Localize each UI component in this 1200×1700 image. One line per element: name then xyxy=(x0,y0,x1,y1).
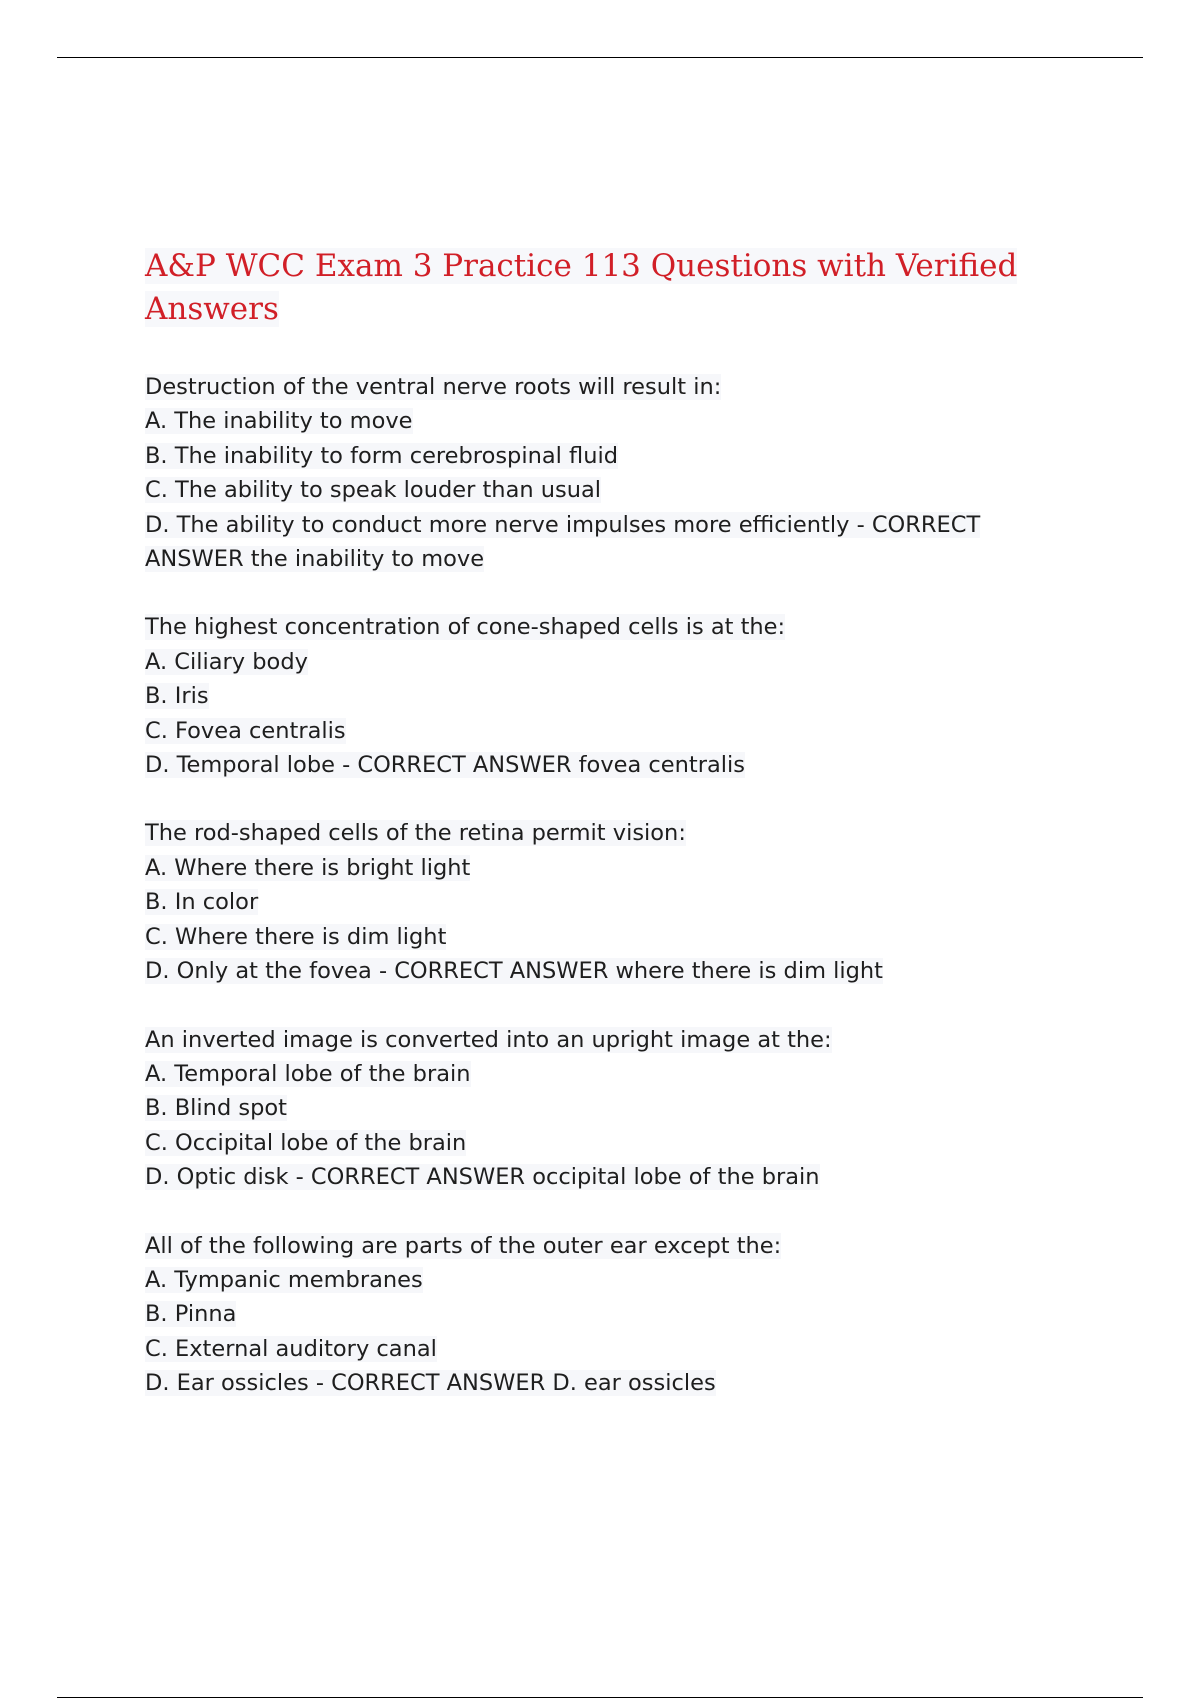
title-line-2: Answers xyxy=(145,291,279,327)
option-b: B. Pinna xyxy=(145,1301,237,1328)
question-block-4 xyxy=(145,1023,1045,1195)
option-b: B. In color xyxy=(145,889,259,916)
bottom-rule xyxy=(57,1697,1143,1698)
question-text: The highest concentration of cone-shaped cells is at the: xyxy=(145,614,786,641)
option-a: A. Tympanic membranes xyxy=(145,1266,423,1293)
question-text: The rod-shaped cells of the retina permit vision: xyxy=(145,820,686,847)
title-line-1: A&P WCC Exam 3 Practice 113 Questions with Verified xyxy=(145,248,1018,284)
question-block-5 xyxy=(145,1229,1045,1401)
option-c: C. The ability to speak louder than usual xyxy=(145,477,602,504)
option-c: C. External auditory canal xyxy=(145,1335,437,1362)
option-c: C. Fovea centralis xyxy=(145,717,346,744)
option-a: A. Temporal lobe of the brain xyxy=(145,1060,471,1087)
option-a: A. Ciliary body xyxy=(145,648,308,675)
option-b: B. Blind spot xyxy=(145,1095,287,1122)
option-b: B. Iris xyxy=(145,683,209,710)
option-d-with-answer: D. Optic disk - CORRECT ANSWER occipital lobe of the brain xyxy=(145,1164,820,1191)
option-c: C. Where there is dim light xyxy=(145,923,447,950)
option-a: A. The inability to move xyxy=(145,408,413,435)
question-block-1 xyxy=(145,370,1045,576)
question-text: All of the following are parts of the outer ear except the: xyxy=(145,1232,782,1259)
option-d-with-answer: D. Ear ossicles - CORRECT ANSWER D. ear ossicles xyxy=(145,1370,716,1397)
question-block-2 xyxy=(145,610,1045,782)
option-b: B. The inability to form cerebrospinal fluid xyxy=(145,442,619,469)
question-text: An inverted image is converted into an upright image at the: xyxy=(145,1026,832,1053)
document-title xyxy=(145,245,1045,331)
option-d-with-answer: D. Temporal lobe - CORRECT ANSWER fovea centralis xyxy=(145,752,745,779)
answer-continuation: ANSWER the inability to move xyxy=(145,546,485,573)
document-body xyxy=(145,245,1045,1401)
option-c: C. Occipital lobe of the brain xyxy=(145,1129,467,1156)
question-block-3 xyxy=(145,816,1045,988)
top-rule xyxy=(57,57,1143,58)
option-d-with-answer: D. Only at the fovea - CORRECT ANSWER where there is dim light xyxy=(145,958,884,985)
option-d-with-answer: D. The ability to conduct more nerve impulses more efficiently - CORRECT xyxy=(145,511,981,538)
question-text: Destruction of the ventral nerve roots will result in: xyxy=(145,374,722,400)
option-a: A. Where there is bright light xyxy=(145,854,471,881)
